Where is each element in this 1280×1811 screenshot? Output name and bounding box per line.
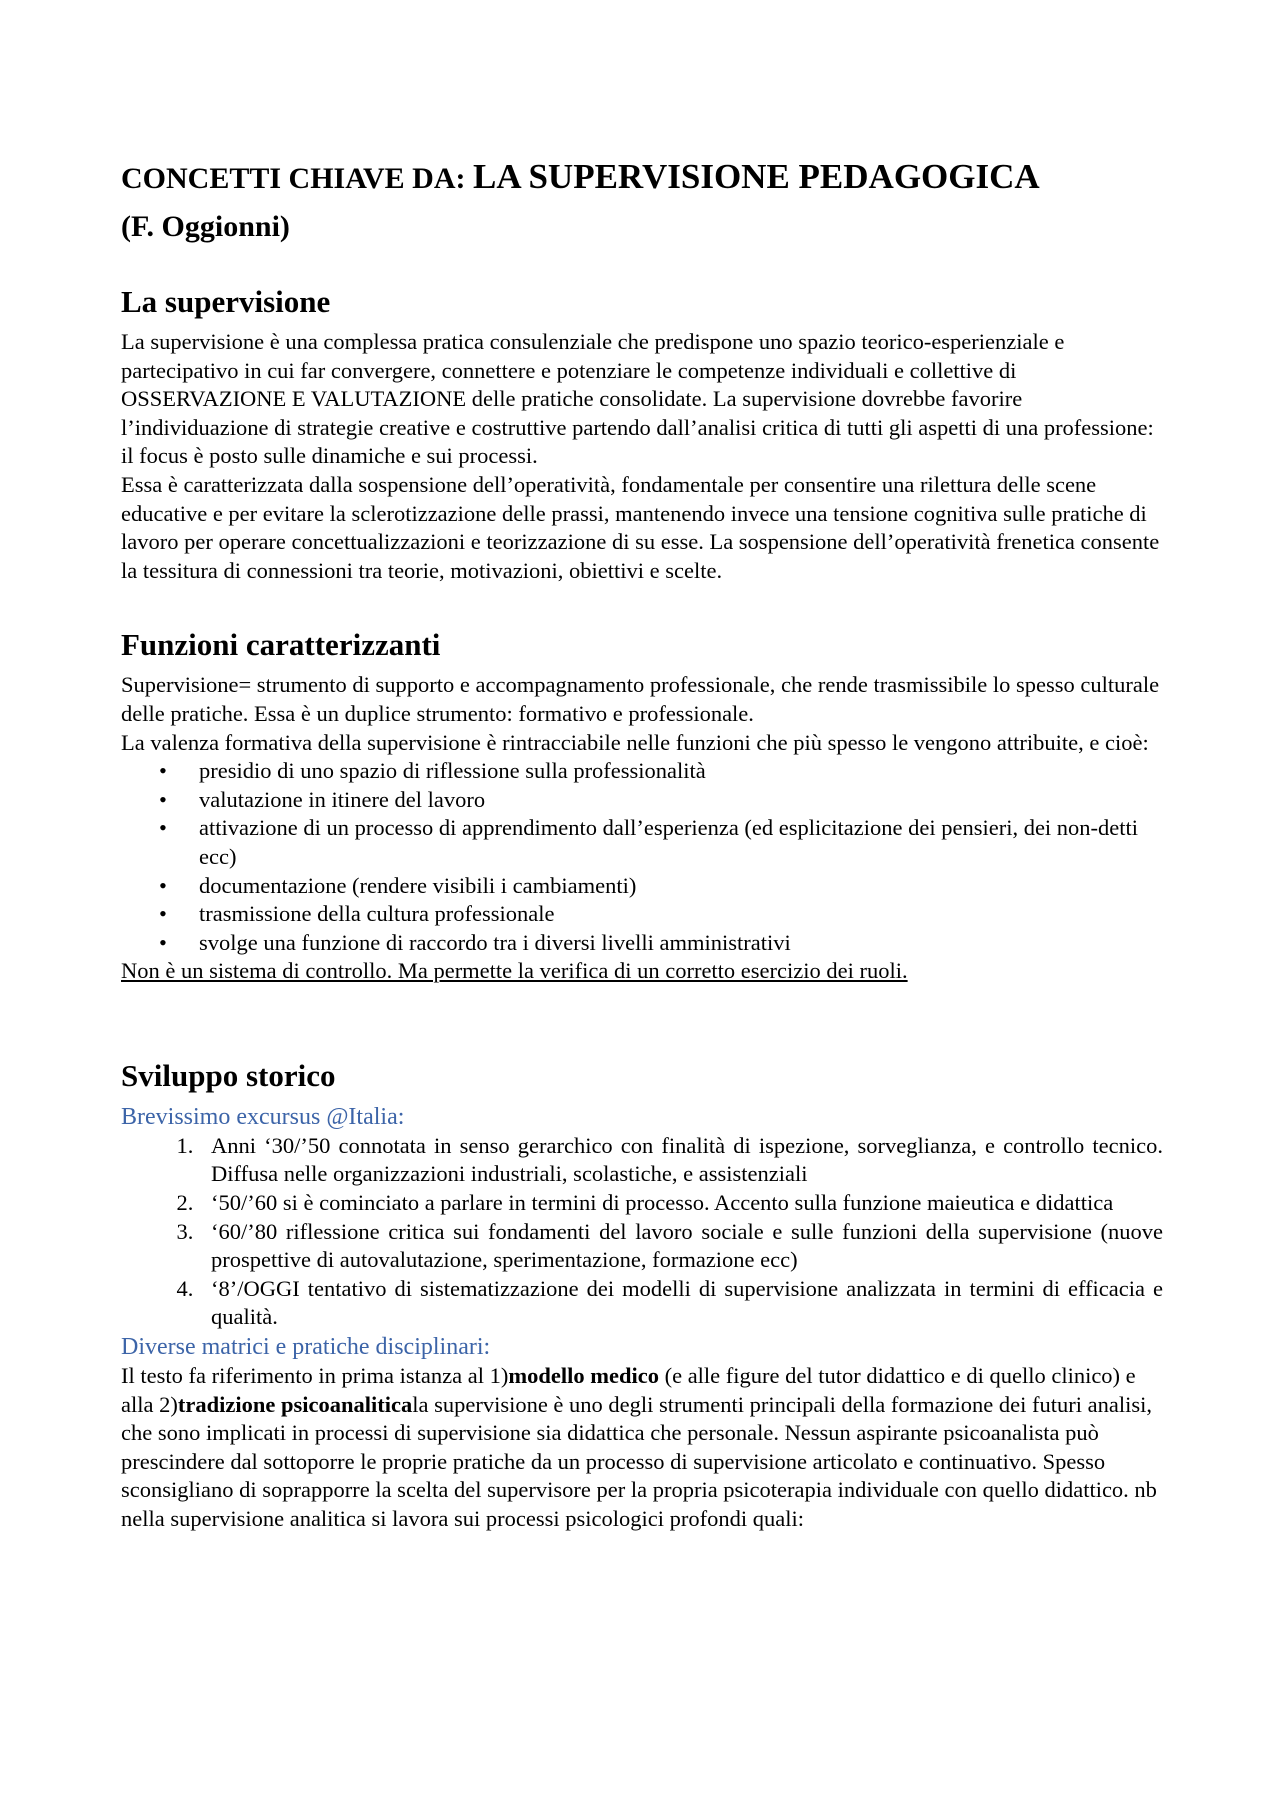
document-page — [121, 152, 1163, 1534]
list-item: • valutazione in itinere del lavoro — [199, 786, 1163, 815]
paragraph: Supervisione= strumento di supporto e accompagnamento professionale, che rende trasmissibile lo spesso culturale delle pratiche. Essa è un duplice strumento: formativo e professionale. — [121, 672, 1160, 726]
list-item: • trasmissione della cultura professionale — [199, 900, 1163, 929]
list-item: 1. Anni ‘30/’50 connotata in senso gerarchico con finalità di ispezione, sorveglianza, e controllo tecnico. Diffusa nelle organizzazioni industriali, scolastiche, e assistenziali — [199, 1132, 1163, 1189]
paragraph: Essa è caratterizzata dalla sospensione dell’operatività, fondamentale per consentire una rilettura delle scene educative e per evitare la sclerotizzazione delle prassi, mantenendo invece una tensione cognitiva sulle pratiche di lavoro per operare concettualizzazioni e teorizzazione di su esse. La sospensione dell’operatività frenetica consente la tessitura di connessioni tra teorie, motivazioni, obiettivi e scelte. — [121, 471, 1160, 583]
list-item: • attivazione di un processo di apprendimento dall’esperienza (ed esplicitazione dei pensieri, dei non-detti ecc) — [199, 814, 1163, 871]
list-item: 2. ‘50/’60 si è cominciato a parlare in termini di processo. Accento sulla funzione maieutica e didattica — [199, 1189, 1163, 1218]
author: (F. Oggionni) — [121, 210, 290, 243]
list-item: 4. ‘8’/OGGI tentativo di sistematizzazione dei modelli di supervisione analizzata in termini di efficacia e qualità. — [199, 1275, 1163, 1332]
heading-la-supervisione: La supervisione — [121, 284, 331, 319]
numbered-list — [121, 1132, 1163, 1332]
bullet-list — [121, 757, 1163, 957]
document-title: CONCETTI CHIAVE DA: LA SUPERVISIONE PEDAGOGICA (F. Oggionni) — [121, 157, 1040, 243]
list-item: • documentazione (rendere visibili i cambiamenti) — [199, 872, 1163, 901]
paragraph: La valenza formativa della supervisione è rintracciabile nelle funzioni che più spesso le vengono attribuite, e cioè: — [121, 729, 1149, 755]
paragraph: Il testo fa riferimento in prima istanza al 1)modello medico (e alle figure del tutor didattico e di quello clinico) e alla 2)tradizione psicoanaliticala supervisione è uno degli strumenti principali della formazione dei futuri analisi, che sono implicati in processi di supervisione sia didattica che personale. Nessun aspirante psicoanalista può prescindere dal sottoporre le proprie pratiche da un processo di supervisione articolato e continuativo. Spesso sconsigliano di soprapporre la scelta del supervisore per la propria psicoterapia individuale con quello didattico. nb nella supervisione analitica si lavora sui processi psicologici profondi quali: — [121, 1363, 1157, 1531]
list-item: 3. ‘60/’80 riflessione critica sui fondamenti del lavoro sociale e sulle funzioni della supervisione (nuove prospettive di autovalutazione, sperimentazione, formazione ecc) — [199, 1218, 1163, 1275]
subheading-excursus: Brevissimo excursus @Italia: — [121, 1103, 405, 1130]
heading-funzioni: Funzioni caratterizzanti — [121, 627, 441, 663]
subheading-matrici: Diverse matrici e pratiche disciplinari: — [121, 1334, 491, 1361]
underlined-note: Non è un sistema di controllo. Ma permette la verifica di un corretto esercizio dei ruoli. — [121, 958, 908, 984]
heading-sviluppo-storico: Sviluppo storico — [121, 1057, 336, 1093]
paragraph: La supervisione è una complessa pratica consulenziale che predispone uno spazio teorico-esperienziale e partecipativo in cui far convergere, connettere e potenziare le competenze individuali e collettive di OSSERVAZIONE E VALUTAZIONE delle pratiche consolidate. La supervisione dovrebbe favorire l’individuazione di strategie creative e costruttive partendo dall’analisi critica di tutti gli aspetti di una professione: il focus è posto sulle dinamiche e sui processi. — [121, 329, 1154, 469]
list-item: • svolge una funzione di raccordo tra i diversi livelli amministrativi — [199, 929, 1163, 958]
list-item: • presidio di uno spazio di riflessione sulla professionalità — [199, 757, 1163, 786]
